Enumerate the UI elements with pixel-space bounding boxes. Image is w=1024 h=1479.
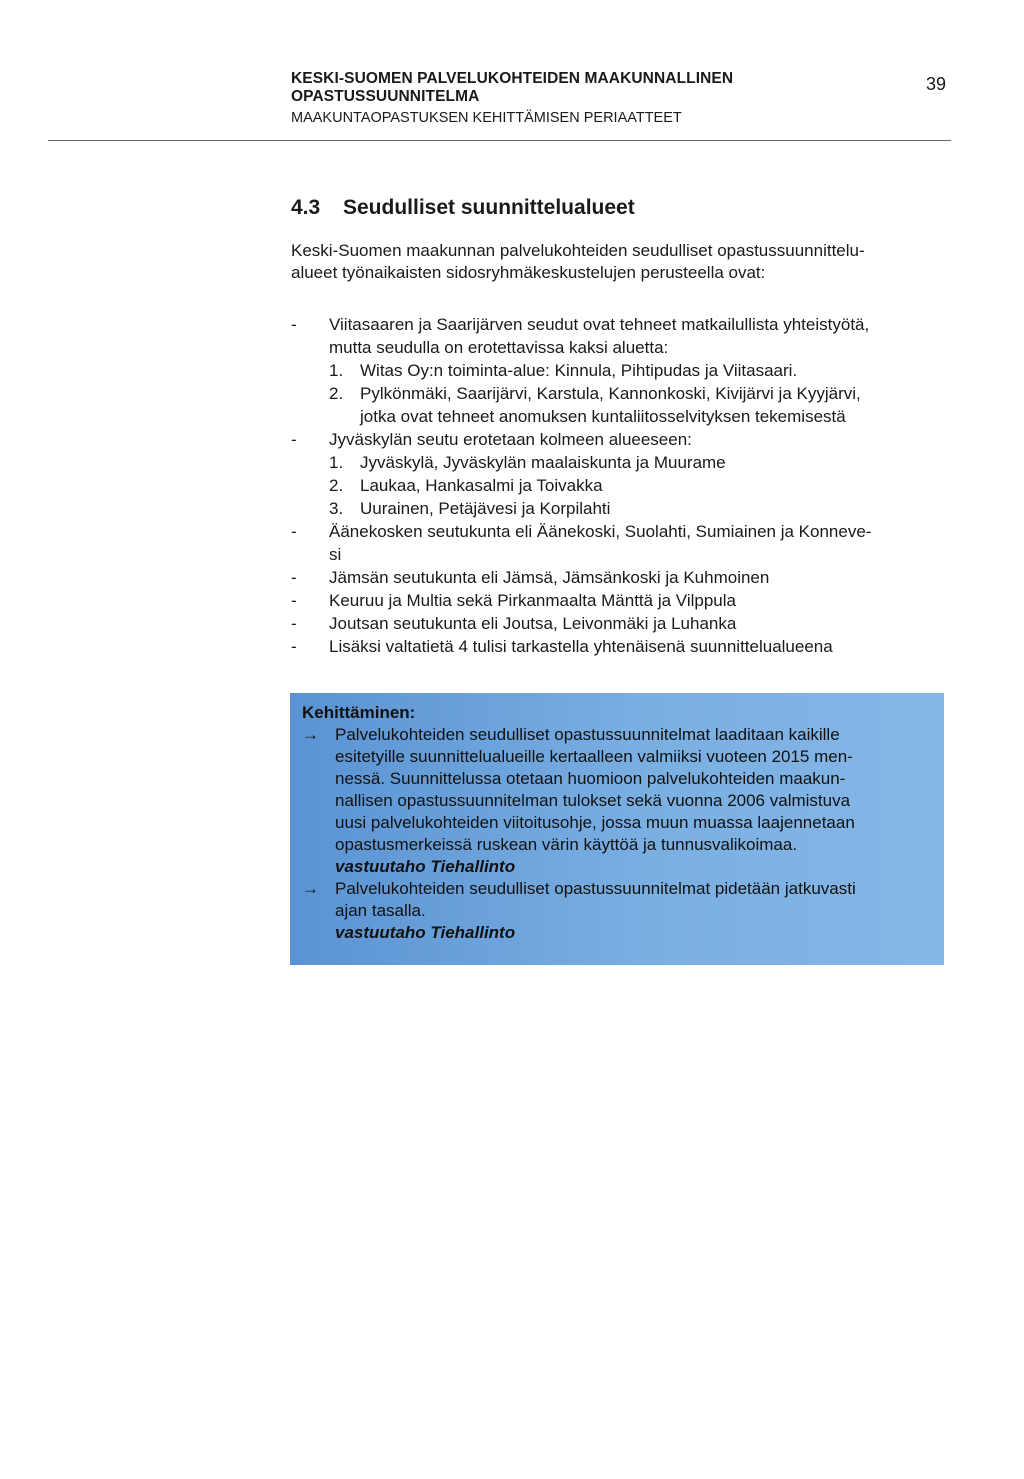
sub-item-number: 1. (329, 361, 344, 380)
intro-line: alueet työnaikaisten sidosryhmäkeskustelujen perusteella ovat: (291, 263, 766, 282)
dash-bullet: - (291, 568, 297, 587)
list-item-text: Lisäksi valtatietä 4 tulisi tarkastella yhtenäisenä suunnittelualueena (329, 637, 833, 656)
list-item (291, 635, 961, 658)
list-item-text: Keuruu ja Multia sekä Pirkanmaalta Mänttä ja Vilppula (329, 591, 736, 610)
sub-item-number: 1. (329, 453, 344, 472)
development-text: nessä. Suunnittelussa otetaan huomioon palvelukohteiden maakun- (335, 769, 846, 788)
responsible-party: vastuutaho Tiehallinto (335, 857, 516, 876)
list-item (291, 313, 961, 359)
dash-bullet: - (291, 315, 297, 334)
sub-item (291, 451, 961, 474)
development-text: opastusmerkeissä ruskean värin käyttöä ja tunnusvalikoimaa. (335, 835, 798, 854)
section-title: Seudulliset suunnittelualueet (343, 196, 635, 219)
list-item-text: si (329, 545, 342, 564)
intro-paragraph (291, 240, 951, 284)
sub-item (291, 497, 961, 520)
development-text: nallisen opastussuunnitelman tulokset sekä vuonna 2006 valmistuva (335, 791, 851, 810)
dash-bullet: - (291, 614, 297, 633)
sub-item-text: Witas Oy:n toiminta-alue: Kinnula, Pihtipudas ja Viitasaari. (360, 361, 798, 380)
sub-item-number: 2. (329, 384, 344, 403)
development-text: esitetyille suunnittelualueille kertaalleen valmiiksi vuoteen 2015 men- (335, 747, 853, 766)
dash-bullet: - (291, 430, 297, 449)
development-text: Palvelukohteiden seudulliset opastussuunnitelmat pidetään jatkuvasti (335, 879, 856, 898)
running-header (291, 70, 951, 128)
header-divider (48, 140, 951, 141)
responsible-party: vastuutaho Tiehallinto (335, 923, 516, 942)
sub-item (291, 382, 961, 428)
list-item-text: Viitasaaren ja Saarijärven seudut ovat tehneet matkailullista yhteistyötä, (329, 315, 870, 334)
list-item-text: Joutsan seutukunta eli Joutsa, Leivonmäki ja Luhanka (329, 614, 737, 633)
sub-item-text: Pylkönmäki, Saarijärvi, Karstula, Kannonkoski, Kivijärvi ja Kyyjärvi, (360, 384, 861, 403)
section-number: 4.3 (291, 196, 321, 219)
sub-item (291, 474, 961, 497)
dash-bullet: - (291, 522, 297, 541)
arrow-right-icon: → (302, 879, 319, 898)
development-text: Palvelukohteiden seudulliset opastussuunnitelmat laaditaan kaikille (335, 725, 840, 744)
sub-item-text: Jyväskylä, Jyväskylän maalaiskunta ja Muurame (360, 453, 726, 472)
sub-item-text: jotka ovat tehneet anomuksen kuntaliitosselvityksen tekemisestä (360, 407, 846, 426)
list-item (291, 428, 961, 451)
development-box (290, 693, 944, 965)
header-title-line2: OPASTUSSUUNNITELMA (291, 88, 480, 105)
development-text: uusi palvelukohteiden viitoitusohje, jossa muun muassa laajennetaan (335, 813, 855, 832)
list-item (291, 566, 961, 589)
header-title-line1: KESKI-SUOMEN PALVELUKOHTEIDEN MAAKUNNALLINEN (291, 70, 734, 87)
development-title: Kehittäminen: (302, 703, 416, 722)
dash-bullet: - (291, 637, 297, 656)
list-item (291, 589, 961, 612)
section-heading (291, 196, 635, 220)
intro-line: Keski-Suomen maakunnan palvelukohteiden seudulliset opastussuunnittelu- (291, 241, 865, 260)
list-item (291, 612, 961, 635)
list-item-text: Jyväskylän seutu erotetaan kolmeen alueeseen: (329, 430, 692, 449)
development-item (302, 724, 934, 878)
dash-bullet: - (291, 591, 297, 610)
sub-item-text: Uurainen, Petäjävesi ja Korpilahti (360, 499, 611, 518)
sub-item (291, 359, 961, 382)
sub-item-number: 3. (329, 499, 344, 518)
sub-item-number: 2. (329, 476, 344, 495)
list-item-text: Jämsän seutukunta eli Jämsä, Jämsänkoski ja Kuhmoinen (329, 568, 770, 587)
development-item (302, 878, 934, 944)
list-item-text: Äänekosken seutukunta eli Äänekoski, Suolahti, Sumiainen ja Konneve- (329, 522, 872, 541)
header-subtitle: MAAKUNTAOPASTUKSEN KEHITTÄMISEN PERIAATTEET (291, 110, 682, 126)
list-item-text: mutta seudulla on erotettavissa kaksi aluetta: (329, 338, 669, 357)
arrow-right-icon: → (302, 725, 319, 744)
sub-item-text: Laukaa, Hankasalmi ja Toivakka (360, 476, 603, 495)
list-item (291, 520, 961, 566)
development-text: ajan tasalla. (335, 901, 426, 920)
region-list (291, 313, 961, 658)
page-number: 39 (926, 74, 947, 94)
